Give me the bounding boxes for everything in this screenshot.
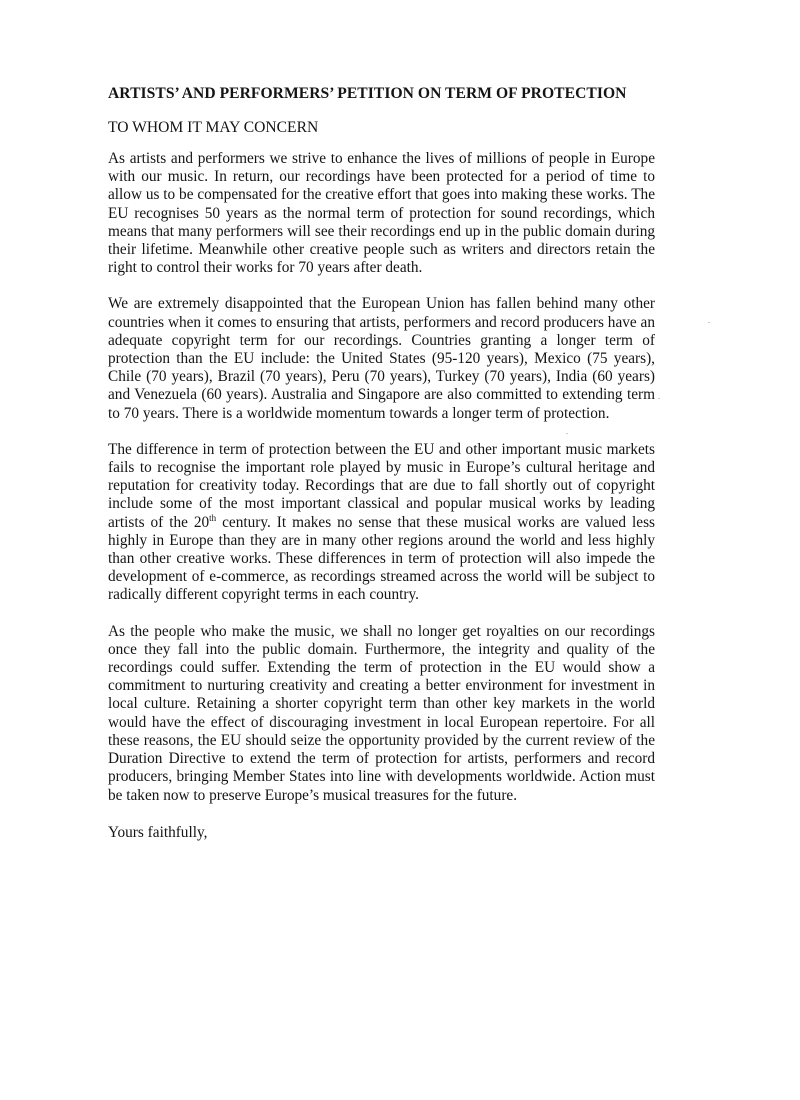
paragraph-call-to-action: As the people who make the music, we shall no longer get royalties on our recordings once they fall into the public domain. Furthermore, the integrity and quality of the recordings could suffer. Extending the term of protection in the EU would show a commitment to nurturing creativity and creating a better environment for investment in local culture. Retaining a shorter copyright term than other key markets in the world would have the effect of discouraging investment in local European repertoire. For all these reasons, the EU should seize the opportunity provided by the current review of the Duration Directive to extend the term of protection for artists, performers and record producers, bringing Member States into line with developments worldwide. Action must be taken now to preserve Europe’s musical treasures for the future. — [108, 622, 655, 804]
document-title: ARTISTS’ AND PERFORMERS’ PETITION ON TERM OF PROTECTION — [108, 85, 627, 102]
paragraph-other-countries: We are extremely disappointed that the European Union has fallen behind many other countries when it comes to ensuring that artists, performers and record producers have an adequate copyright term for our recordings. Countries granting a longer term of protection than the EU include: the United States (95-120 years), Mexico (75 years), Chile (70 years), Brazil (70 years), Peru (70 years), Turkey (70 years), India (60 years) and Venezuela (60 years). Australia and Singapore are also committed to extending term to 70 years. There is a worldwide momentum towards a longer term of protection. — [108, 295, 655, 422]
scan-speck — [566, 433, 568, 434]
ordinal-superscript: th — [209, 512, 217, 523]
scan-speck — [708, 322, 710, 323]
paragraph-text-part: century. It makes no sense that these musical works are valued less highly in Europe than they are in many other regions around the world and less highly than other creative works. These differences in term of protection will also impede the development of e-commerce, as recordings streamed across the world will be subject to radically different copyright terms in each country. — [108, 513, 655, 604]
paragraph-text-part: The difference in term of protection between the EU and other important music markets fails to recognise the important role played by music in Europe’s cultural heritage and reputation for creativity today. Recordings that are due to fall shortly out of copyright include some of the most important classical and popular musical works by leading artists of the 20 — [108, 440, 655, 531]
paragraph-difference-in-term — [108, 441, 655, 605]
scan-speck — [658, 398, 660, 399]
closing-signoff: Yours faithfully, — [108, 823, 208, 841]
petition-page — [108, 84, 655, 842]
paragraph-introduction: As artists and performers we strive to enhance the lives of millions of people in Europe with our music. In return, our recordings have been protected for a period of time to allow us to be compensated for the creative effort that goes into making these works. The EU recognises 50 years as the normal term of protection for sound recordings, which means that many performers will see their recordings end up in the public domain during their lifetime. Meanwhile other creative people such as writers and directors retain the right to control their works for 70 years after death. — [108, 150, 655, 277]
salutation: TO WHOM IT MAY CONCERN — [108, 119, 319, 136]
